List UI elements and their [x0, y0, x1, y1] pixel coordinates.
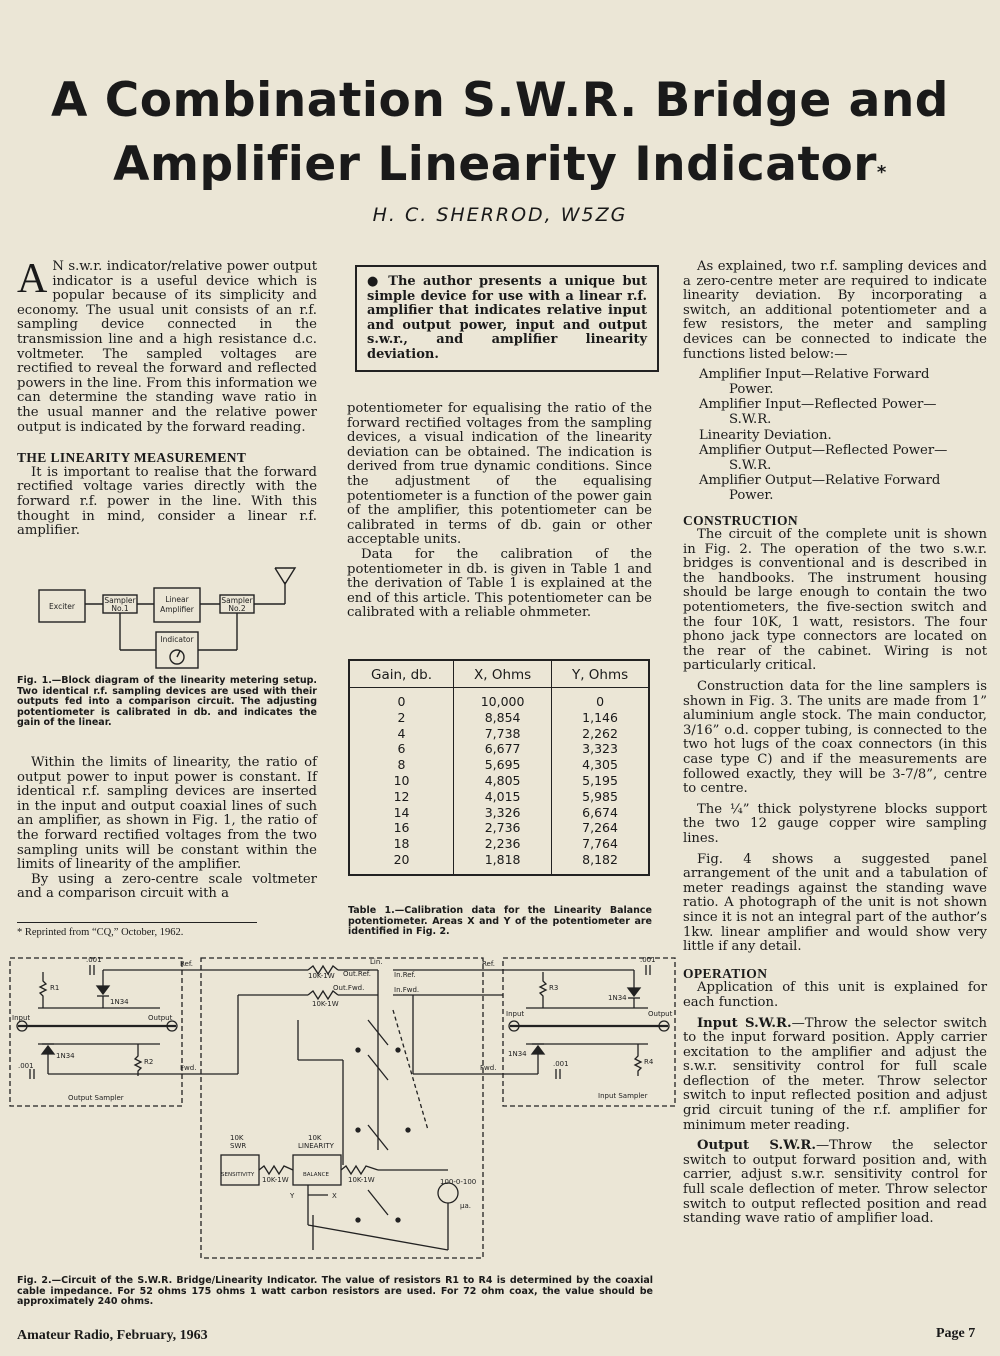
construction-paragraph-3: The ¼” thick polystyrene blocks support the two 12 gauge copper wire sampling lines. — [683, 801, 987, 846]
label-pot1-swr: SWR — [230, 1142, 247, 1150]
table-cell-gain: 6 — [349, 741, 454, 757]
r3-resistor-icon — [540, 972, 546, 1008]
construction-paragraph-1: The circuit of the complete unit is shown in Fig. 2. The operation of the two s.w.r. bridges is conventional and is described in the handbooks. The instrument housing should be large enough to contain the two potentiometers, the five-section switch and the four 10K, 1 watt, resistors. The four phono jack type connectors are located on the rear of the cabinet. Wiring is not particularly critical. — [683, 527, 987, 674]
label-pot2-linearity: LINEARITY — [298, 1142, 334, 1150]
table-cell-x: 6,677 — [454, 741, 552, 757]
footer-page-number: Page 7 — [936, 1326, 976, 1341]
label-c001-top-right: .001 — [640, 956, 656, 964]
resistor-10k-third-icon — [259, 1166, 293, 1174]
function-list-item — [699, 368, 987, 397]
label-pot2-value: 10K — [308, 1134, 322, 1142]
table-header-row — [349, 660, 649, 688]
r1-resistor-icon — [40, 972, 46, 1008]
table-cell-y: 8,182 — [582, 851, 618, 867]
column-1 — [17, 256, 317, 539]
table-header-y: Y, Ohms — [552, 660, 649, 688]
label-res-top: 10K-1W — [308, 972, 335, 980]
operation-input-swr — [683, 1017, 987, 1134]
function-list-item-continuation: S.W.R. — [729, 411, 772, 427]
fig2-circuit-diagram — [8, 950, 680, 1270]
table1-caption: Table 1.—Calibration data for the Linearity Balance potentiometer. Areas X and Y of the potentiometer are identified in Fig. 2. — [348, 905, 652, 937]
label-d2: 1N34 — [56, 1052, 75, 1060]
fig2-caption: Fig. 2.—Circuit of the S.W.R. Bridge/Linearity Indicator. The value of resistors R1 to R4 is determined by the coaxial cable impedance. For 52 ohms 175 ohms 1 watt carbon resistors are used. For 72 ohm coax, the value should be approximately 240 ohms. — [17, 1275, 653, 1307]
table-cell-gain: 12 — [349, 789, 454, 805]
input-swr-label: Input S.W.R. — [697, 1015, 792, 1031]
table-cell-y: 2,262 — [582, 725, 618, 741]
label-input-left: Input — [12, 1014, 31, 1022]
table-cell-y: 7,264 — [582, 820, 618, 836]
linearity-paragraph-2: Within the limits of linearity, the ratio of output power to input power is constant. If identical r.f. sampling devices are inserted in the input and output coaxial lines of such an amplifier, as shown in Fig. 1, the ratio of the forward rectified voltages from the two sampling units will be constant within the limits of linearity of the amplifier. — [17, 755, 317, 873]
construction-paragraph-2: Construction data for the line samplers is shown in Fig. 3. The units are made from 1” aluminium angle stock. The main conductor, 3/16” o.d. copper tubing, is connected to the two hot lugs of the coax connectors (in this case type C) and if the measurements are followed exactly, they will be 3-7/8”, centre to centre. — [683, 679, 987, 797]
resistor-10k-fourth-icon — [341, 1166, 378, 1174]
table-cell-y: 5,985 — [582, 788, 618, 804]
label-r4: R4 — [644, 1058, 654, 1066]
col3-paragraph-1: As explained, two r.f. sampling devices and a zero-centre meter are required to indicate linearity deviation. By incorporating a switch, an additional potentiometer and a few resistors, the meter and sampling devices can be connected to indicate the functions listed below:— — [683, 259, 987, 362]
table-row — [349, 789, 649, 805]
label-r3: R3 — [549, 984, 559, 992]
table-cell-y: 5,195 — [582, 772, 618, 788]
label-d1: 1N34 — [110, 998, 129, 1006]
table-header-gain: Gain, db. — [349, 660, 454, 688]
linearity-balance-pot — [293, 1155, 341, 1185]
label-lin: Lin. — [370, 958, 383, 966]
label-res-4: 10K-1W — [348, 1176, 375, 1184]
footnote: * Reprinted from “CQ,” October, 1962. — [17, 927, 184, 938]
table-cell-x: 7,738 — [454, 726, 552, 742]
label-output-left: Output — [148, 1014, 173, 1022]
table-cell-x: 10,000 — [454, 688, 552, 710]
label-ref-right: Ref. — [482, 960, 496, 968]
label-y: Y — [290, 1192, 295, 1200]
col2-paragraph-2: Data for the calibration of the potentiometer in db. is given in Table 1 and the derivation of Table 1 is explained at the end of this article. This potentiometer can be calibrated with a reliable ohmmeter. — [347, 546, 652, 621]
function-list-item-continuation: S.W.R. — [729, 457, 772, 473]
function-list-item-text: Amplifier Output—Reflected Power— — [699, 443, 948, 459]
table-cell-gain: 10 — [349, 773, 454, 789]
fig1-sampler1-number: No.1 — [111, 604, 129, 613]
output-sampler-box — [10, 958, 182, 1106]
function-list-item — [699, 444, 987, 473]
label-input-sampler: Input Sampler — [598, 1092, 648, 1100]
construction-paragraph-4: Fig. 4 shows a suggested panel arrangement of the unit and a tabulation of meter readings against the standing wave ratio. A photograph of the unit is not shown since it is not an integral part of the author’s 1kw. linear amplifier and would show very little if any detail. — [683, 851, 987, 955]
table-row — [349, 773, 649, 789]
label-pot2-balance: BALANCE — [303, 1172, 329, 1178]
table-body — [349, 688, 649, 875]
table-row — [349, 710, 649, 726]
meter-100-0-100-icon — [438, 1183, 458, 1203]
title-text: Amplifier Linearity Indicator — [113, 137, 877, 192]
table-row — [349, 741, 649, 757]
table-row — [349, 688, 649, 710]
label-input-right: Input — [506, 1010, 525, 1018]
table-cell-x: 1,818 — [454, 852, 552, 875]
table-header-x: X, Ohms — [454, 660, 552, 688]
label-meter: 100-0-100 — [440, 1178, 477, 1186]
author-summary-box: ● The author presents a unique but simple device for use with a linear r.f. amplifier that indicates relative input and output power, input and output s.w.r., and amplifier linearity deviation. — [355, 265, 659, 372]
fig1-block-diagram — [17, 562, 317, 674]
diode-1n34-bottom-right-icon — [532, 1046, 544, 1054]
fig2-labels — [12, 956, 673, 1210]
label-res-2: 10K-1W — [312, 1000, 339, 1008]
table-cell-x: 2,736 — [454, 820, 552, 836]
article-title-line-2 — [0, 134, 1000, 196]
label-pot1-sensitivity: SENSITIVITY — [221, 1172, 255, 1178]
label-c001-top-left: .001 — [86, 956, 102, 964]
switch-enclosure-box — [201, 958, 483, 1258]
table-row — [349, 836, 649, 852]
table-cell-gain: 0 — [349, 688, 454, 710]
label-out-fwd: Out.Fwd. — [333, 984, 365, 992]
label-c001-bottom-left: .001 — [18, 1062, 34, 1070]
article-title-line-1: A Combination S.W.R. Bridge and — [51, 73, 949, 128]
fig1-sampler2-number: No.2 — [228, 604, 246, 613]
linearity-paragraph-1: It is important to realise that the forward rectified voltage varies directly with the forward r.f. power in the line. With this thought in mind, consider a linear r.f. amplifier. — [17, 464, 317, 539]
label-res-3: 10K-1W — [262, 1176, 289, 1184]
table-row — [349, 852, 649, 875]
table-cell-gain: 16 — [349, 820, 454, 836]
input-swr-text: —Throw the selector switch to the input forward position. Apply carrier excitation to the amplifier and adjust the s.w.r. sensitivity control for full scale deflection of the meter. Throw selector switch to input reflected position and adjust grid circuit tuning of the r.f. amplifier for minimum meter reading. — [683, 1015, 988, 1133]
fig1-sampler2-label: Sampler — [221, 596, 253, 605]
fig1-linear-label: Linear — [165, 595, 189, 604]
input-sampler-box — [503, 958, 675, 1106]
footer-publication: Amateur Radio, February, 1963 — [17, 1328, 208, 1343]
column-1-lower — [17, 756, 317, 902]
column-2 — [347, 402, 652, 621]
function-list-item-text: Amplifier Output—Relative Forward — [699, 473, 941, 489]
table-cell-gain: 14 — [349, 805, 454, 821]
function-list-item — [699, 474, 987, 503]
label-in-fwd: In.Fwd. — [394, 986, 420, 994]
drop-cap: A — [17, 256, 48, 302]
diode-1n34-top-left-icon — [97, 986, 109, 994]
function-list-item-text: Amplifier Input—Reflected Power— — [699, 397, 937, 413]
fig1-indicator-label: Indicator — [160, 635, 194, 644]
table-cell-y: 0 — [596, 694, 605, 709]
table-cell-x: 2,236 — [454, 836, 552, 852]
label-fwd-left: Fwd. — [180, 1064, 197, 1072]
table-row — [349, 820, 649, 836]
r2-resistor-icon — [135, 1044, 141, 1076]
table-cell-x: 8,854 — [454, 710, 552, 726]
operation-paragraph-1: Application of this unit is explained for each function. — [683, 980, 987, 1010]
function-list-item — [699, 429, 987, 444]
table-cell-y: 4,305 — [582, 757, 618, 773]
table-cell-y: 6,674 — [582, 804, 618, 820]
intro-paragraph — [17, 256, 317, 435]
table-row — [349, 726, 649, 742]
function-list-item-text: Linearity Deviation. — [699, 427, 832, 443]
table-row — [349, 805, 649, 821]
label-x: X — [332, 1192, 337, 1200]
diode-1n34-bottom-left-icon — [42, 1046, 54, 1054]
label-r2: R2 — [144, 1058, 154, 1066]
table-cell-x: 3,326 — [454, 805, 552, 821]
fig1-caption: Fig. 1.—Block diagram of the linearity metering setup. Two identical r.f. sampling devices are used with their outputs fed into a comparison circuit. The adjusting potentiometer is calibrated in db. and indicates the gain of the linear. — [17, 675, 317, 728]
label-d3: 1N34 — [608, 994, 627, 1002]
label-d4: 1N34 — [508, 1050, 527, 1058]
table-cell-x: 4,015 — [454, 789, 552, 805]
function-list-item-continuation: Power. — [729, 487, 774, 503]
heading-linearity-measurement: THE LINEARITY MEASUREMENT — [17, 450, 247, 466]
resistor-10k-second-icon — [308, 991, 338, 999]
label-ref-left: Ref. — [180, 960, 194, 968]
swr-sensitivity-pot — [221, 1155, 259, 1185]
label-r1: R1 — [50, 984, 60, 992]
table-cell-gain: 18 — [349, 836, 454, 852]
calibration-table — [348, 659, 650, 876]
label-fwd-right: Fwd. — [480, 1064, 497, 1072]
function-list-item — [699, 398, 987, 427]
label-out-ref: Out.Ref. — [343, 970, 371, 978]
table-cell-y: 1,146 — [582, 709, 618, 725]
table-cell-y: 7,764 — [582, 836, 618, 852]
heading-operation: OPERATION — [683, 965, 768, 981]
function-list-item-continuation: Power. — [729, 381, 774, 397]
footnote-rule — [17, 922, 257, 923]
label-output-right: Output — [648, 1010, 673, 1018]
label-pot1-value: 10K — [230, 1134, 244, 1142]
function-list-item-text: Amplifier Input—Relative Forward — [699, 367, 930, 383]
operation-output-swr — [683, 1139, 987, 1227]
linearity-paragraph-3: By using a zero-centre scale voltmeter and a comparison circuit with a — [17, 871, 317, 902]
label-output-sampler: Output Sampler — [68, 1094, 124, 1102]
r4-resistor-icon — [635, 1044, 641, 1076]
label-meter-unit: μa. — [460, 1202, 471, 1210]
table-cell-y: 3,323 — [582, 741, 618, 757]
table-cell-gain: 8 — [349, 757, 454, 773]
fig1-sampler1-label: Sampler — [104, 596, 136, 605]
table-cell-x: 5,695 — [454, 757, 552, 773]
antenna-icon — [275, 568, 295, 584]
function-list — [699, 368, 987, 503]
table-cell-gain: 2 — [349, 710, 454, 726]
table-cell-gain: 4 — [349, 726, 454, 742]
table-cell-gain: 20 — [349, 852, 454, 875]
output-swr-label: Output S.W.R. — [697, 1138, 816, 1154]
fig1-exciter-label: Exciter — [49, 602, 75, 611]
table-cell-x: 4,805 — [454, 773, 552, 789]
label-c001-bottom-right: .001 — [553, 1060, 569, 1068]
intro-text: N s.w.r. indicator/relative power output indicator is a useful device which is popular because of its simplicity and economy. The usual unit consists of an r.f. sampling device connected in the transmission line and a high resistance d.c. voltmeter. The sampled voltages are rectified to reveal the forward and reflected powers in the line. From this information we can determine the standing wave ratio in the usual manner and the relative power output is indicated by the forward reading. — [17, 259, 317, 435]
title-footnote-mark: * — [876, 162, 887, 183]
output-swr-text: —Throw the selector switch to output forward position and, with carrier, adjust s.w.r. sensitivity control for full scale deflection of meter. Throw selector switch to output reflected position and read standing wave ratio of amplifier load. — [683, 1138, 988, 1227]
heading-construction: CONSTRUCTION — [683, 512, 799, 528]
column-3 — [683, 260, 987, 1227]
table-row — [349, 757, 649, 773]
fig1-amplifier-label: Amplifier — [160, 605, 194, 614]
label-in-ref: In.Ref. — [394, 971, 416, 979]
byline: H. C. SHERROD, W5ZG — [372, 204, 628, 226]
diode-1n34-top-right-icon — [628, 988, 640, 996]
col2-paragraph-1: potentiometer for equalising the ratio of the forward rectified voltages from the sampling devices, a visual indication of the linearity deviation can be obtained. The indication is derived from true dynamic conditions. Since the adjustment of the equalising potentiometer is a function of the power gain of the amplifier, this potentiometer can be calibrated in terms of db. gain or other acceptable units. — [347, 401, 652, 548]
